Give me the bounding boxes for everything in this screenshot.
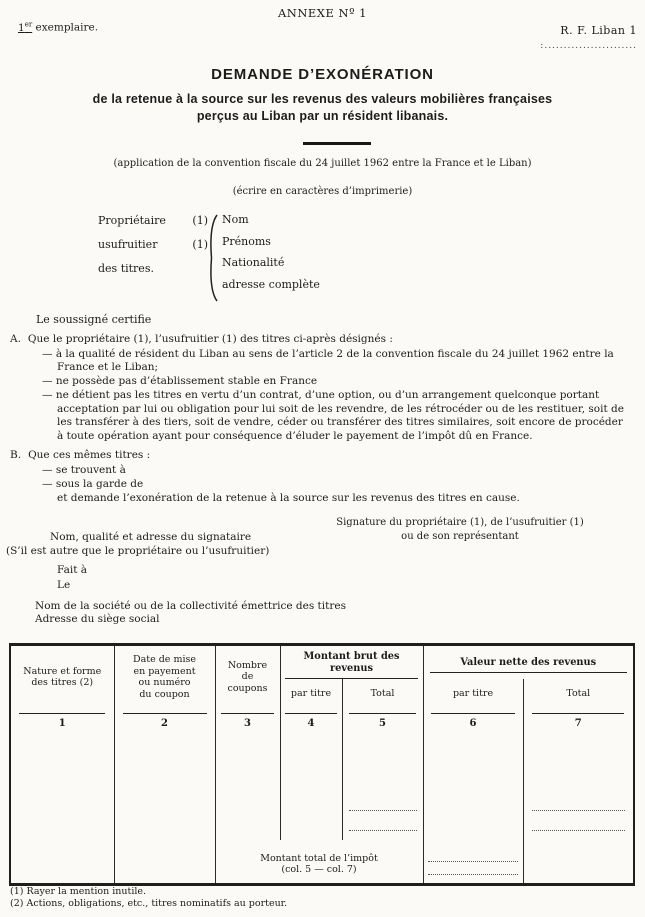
dotted-fill-line[interactable] [349, 830, 417, 831]
field-label-nationalite: Nationalité [222, 256, 285, 269]
column-number-cell [342, 708, 423, 735]
entry-cell-col6[interactable] [423, 735, 523, 840]
header-line: de [241, 671, 254, 683]
section-b-items [42, 464, 624, 506]
owner-fields [222, 213, 320, 299]
section-a-label: A. [10, 333, 21, 345]
section-b-text: Que ces mêmes titres : [28, 449, 151, 461]
header-line: Nature et forme [23, 665, 102, 677]
column-number: 1 [58, 718, 66, 730]
issuer-address-label: Adresse du siège social [35, 613, 160, 625]
number-rule [349, 713, 416, 714]
form-subtitle-line1: de la retenue à la source sur les revenus des valeurs mobilières françaises [92, 92, 553, 106]
column-number-cell [523, 708, 634, 735]
list-item: — à la qualité de résident du Liban au sens de l’article 2 de la convention fiscale du 24 juillet 1962 entre la France et le Liban; [42, 347, 614, 373]
field-label-nom: Nom [222, 213, 249, 226]
col3-header [215, 645, 280, 709]
owner-label-text: usufruitier [98, 238, 158, 251]
section-a-text: Que le propriétaire (1), l’usufruitier (1) des titres ci-après désignés : [27, 333, 393, 345]
dotted-fill-line[interactable] [532, 830, 625, 831]
column-number: 4 [307, 718, 315, 730]
group-header-rule [430, 672, 627, 673]
owner-label-mark: (1) [192, 238, 208, 251]
footer-cell-col2 [114, 840, 215, 884]
column-number: 3 [244, 718, 251, 730]
subheader-total-net: Total [566, 687, 591, 699]
number-rule [123, 713, 207, 714]
list-item: — sous la garde de [42, 477, 144, 490]
footnote-2: (2) Actions, obligations, etc., titres nominatifs au porteur. [10, 898, 288, 909]
total-brut-dotted-lines [343, 810, 423, 831]
list-item: — se trouvent à [42, 463, 126, 476]
dotted-fill-line[interactable] [428, 874, 517, 875]
le-date-label: Le [57, 579, 71, 591]
column-number-cell [114, 708, 215, 735]
convention-note: (application de la convention fiscale du 24 juillet 1962 entre la France et le Liban) [113, 158, 532, 169]
entry-cell-col4[interactable] [280, 735, 342, 840]
brace-glyph [206, 213, 219, 306]
annexe-heading: ANNEXE Nº 1 [277, 6, 367, 20]
fait-a-label: Fait à [57, 564, 88, 576]
number-rule [19, 713, 105, 714]
signature-line2: ou de son représentant [401, 531, 519, 542]
entry-cell-col7[interactable] [523, 735, 634, 840]
tax-amount-dotted-lines [424, 861, 523, 875]
list-item: — ne détient pas les titres en vertu d’un contrat, d’une option, ou d’un arrangement quelconque portant acceptation par lui ou obligation pour lui soit de les revendre, de les rétrocéder ou de les restituer, soit de les transférer à des tiers, soit de vendre, céder ou transférer des titres similaires, soit encore de procéder à toute opération ayant pour conséquence d’éluder le payement de l’impôt dû en France. [42, 389, 624, 442]
reference-dotted-line: :........................ [540, 41, 637, 51]
entry-cell-col2[interactable] [114, 735, 215, 840]
header-line: en payement [133, 665, 196, 677]
owner-label-row [98, 238, 208, 262]
print-instruction-note: (écrire en caractères d’imprimerie) [232, 186, 413, 197]
header-line: Date de mise [132, 654, 196, 665]
section-a-items [42, 348, 624, 444]
owner-label-row [98, 214, 208, 238]
column-number-cell [280, 708, 342, 735]
securities-table [9, 643, 635, 886]
entry-cell-col1[interactable] [10, 735, 114, 840]
owner-label-mark: (1) [192, 214, 208, 227]
column-number: 6 [469, 718, 477, 730]
section-a-heading [10, 333, 624, 347]
signatory-condition-label: (S’il est autre que le propriétaire ou l’usufruitier) [6, 545, 270, 557]
field-label-prenoms: Prénoms [222, 234, 271, 248]
column-number-cell [423, 708, 523, 735]
footnotes [10, 886, 287, 910]
footer-cell-col1 [10, 840, 114, 884]
header-line: du coupon [139, 688, 190, 700]
copy-number [18, 20, 98, 34]
total-tax-label-cell [215, 840, 423, 884]
number-rule [285, 713, 336, 714]
owner-label-text: Propriétaire [98, 214, 166, 227]
entry-cell-col3[interactable] [215, 735, 280, 840]
header-line: ou numéro [138, 677, 191, 688]
footer-cell-col7 [523, 840, 634, 884]
section-b-heading [10, 449, 624, 463]
form-subtitle-line2: perçus au Liban par un résident libanais. [196, 109, 449, 123]
title-divider-rule [303, 142, 371, 145]
total-tax-line1: Montant total de l’impôt [260, 852, 378, 864]
group-label: Montant brut des revenus [303, 651, 400, 674]
group-label: Valeur nette des revenus [460, 656, 597, 668]
gross-revenue-group-header [280, 645, 423, 680]
subheader-par-titre-brut: par titre [280, 679, 342, 708]
column-number: 5 [379, 718, 386, 730]
column-number: 7 [574, 718, 582, 730]
owner-label-row [98, 262, 208, 286]
footer-cell-col6 [423, 840, 523, 884]
column-number-cell [215, 708, 280, 735]
dotted-fill-line[interactable] [428, 861, 517, 862]
net-value-group-header [423, 645, 634, 680]
certify-intro: Le soussigné certifie [36, 313, 152, 326]
footnote-1: (1) Rayer la mention inutile. [10, 886, 147, 897]
total-tax-line2: (col. 5 — col. 7) [281, 864, 357, 876]
section-b [10, 449, 624, 505]
column-number: 2 [161, 718, 168, 730]
signatory-name-label: Nom, qualité et adresse du signataire [50, 531, 252, 543]
dotted-fill-line[interactable] [349, 810, 417, 811]
owner-label-text: des titres. [98, 262, 154, 275]
column-number-cell [10, 708, 114, 735]
field-label-adresse: adresse complète [222, 277, 320, 291]
header-line: coupons [227, 682, 268, 694]
number-rule [431, 713, 514, 714]
dotted-fill-line[interactable] [532, 810, 625, 811]
copy-num: 1 [18, 21, 25, 34]
section-b-final: et demande l’exonération de la retenue à la source sur les revenus des titres en cause. [57, 491, 520, 504]
copy-sup: er [24, 20, 33, 28]
reference-code: R. F. Liban 1 [560, 24, 637, 37]
header-line: des titres (2) [31, 677, 94, 688]
signature-right-block [330, 516, 590, 544]
section-a [10, 333, 624, 444]
form-title: DEMANDE D’EXONÉRATION [211, 66, 434, 83]
col1-header [10, 645, 114, 709]
list-item: — ne possède pas d’établissement stable en France [42, 375, 318, 387]
issuer-name-label: Nom de la société ou de la collectivité émettrice des titres [35, 600, 346, 612]
signature-line1: Signature du propriétaire (1), de l’usufruitier (1) [336, 517, 584, 528]
col2-header [114, 645, 215, 709]
owner-labels [98, 214, 208, 286]
number-rule [221, 713, 275, 714]
subheader-par-titre-net: par titre [423, 679, 523, 708]
copy-rest: exemplaire. [32, 21, 99, 34]
total-net-dotted-lines [524, 810, 634, 831]
number-rule [532, 713, 624, 714]
subheader-total-brut: Total [342, 679, 423, 708]
header-line: Nombre [227, 659, 268, 671]
entry-cell-col5[interactable] [342, 735, 423, 840]
section-b-label: B. [10, 449, 22, 461]
